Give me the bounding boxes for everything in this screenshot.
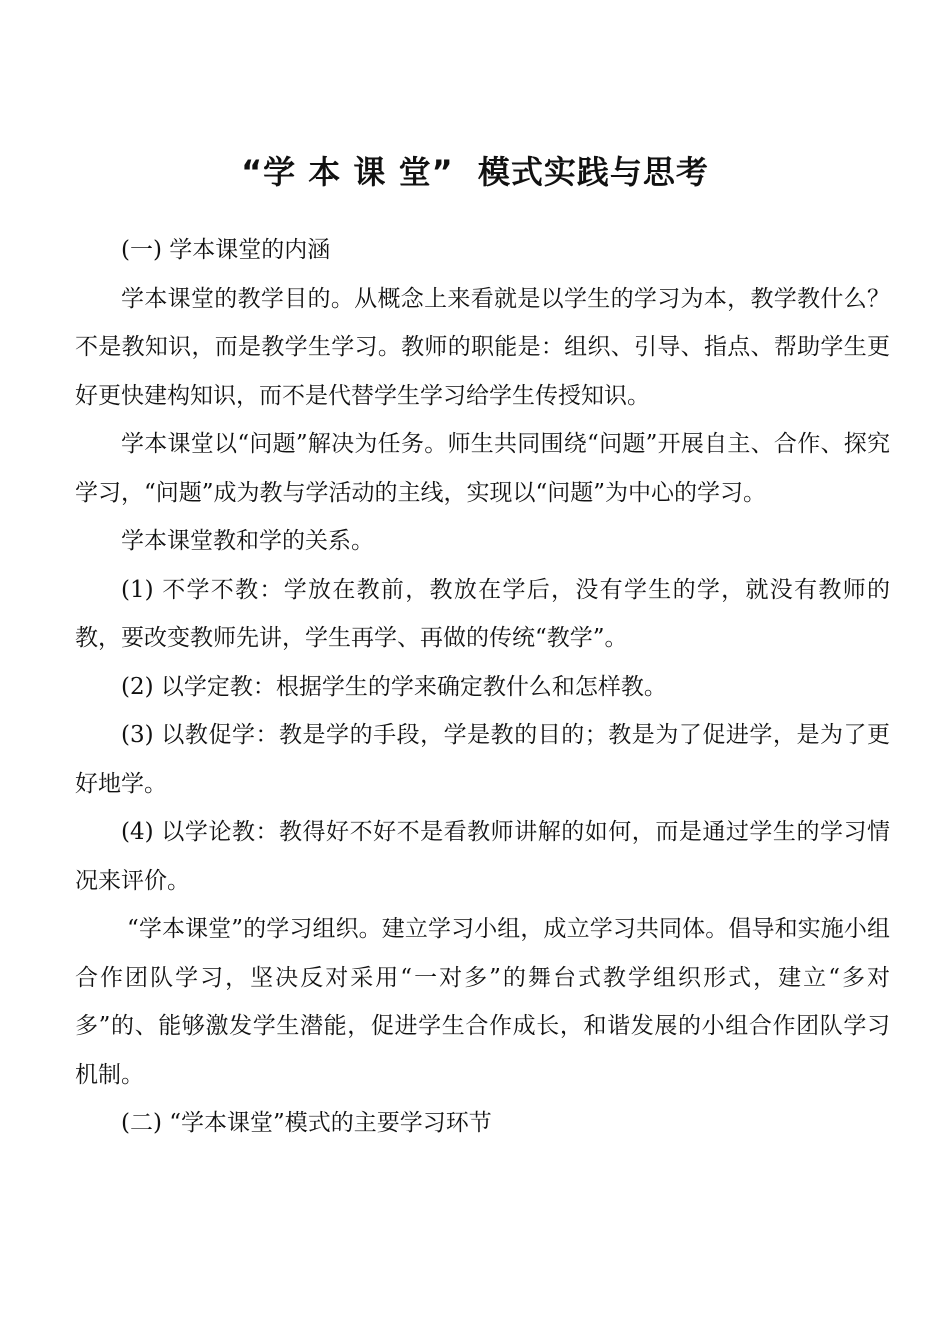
list-item-2: (2) 以学定教：根据学生的学来确定教什么和怎样教。 bbox=[121, 673, 667, 700]
list-item-3: (3) 以教促学：教是学的手段，学是教的目的；教是为了促进学，是为了更好地学。 bbox=[75, 722, 890, 797]
paragraph-teaching-learning-relation: 学本课堂教和学的关系。 bbox=[121, 528, 374, 554]
section-heading-2: (二) “学本课堂”模式的主要学习环节 bbox=[121, 1110, 492, 1136]
list-item-1: (1) 不学不教：学放在教前，教放在学后，没有学生的学，就没有教师的教，要改变教师先讲，学生再学、再做的传统“教学”。 bbox=[75, 576, 890, 651]
section-heading-1: (一) 学本课堂的内涵 bbox=[121, 237, 331, 263]
paragraph-teaching-purpose: 学本课堂的教学目的。从概念上来看就是以学生的学习为本，教学教什么？不是教知识，而是教学生学习。教师的职能是：组织、引导、指点、帮助学生更好更快建构知识，而不是代替学生学习给学生传授知识。 bbox=[75, 285, 890, 409]
document-title: “学 本 课 堂” 模式实践与思考 bbox=[241, 153, 709, 192]
list-item-4: (4) 以学论教：教得好不好不是看教师讲解的如何，而是通过学生的学习情况来评价。 bbox=[75, 819, 890, 894]
document-body bbox=[75, 226, 890, 1148]
paragraph-problem-solving: 学本课堂以“问题”解决为任务。师生共同围绕“问题”开展自主、合作、探究学习，“问题”成为教与学活动的主线，实现以“问题”为中心的学习。 bbox=[75, 431, 890, 506]
paragraph-learning-organization: “学本课堂”的学习组织。建立学习小组，成立学习共同体。倡导和实施小组合作团队学习，坚决反对采用“一对多”的舞台式教学组织形式，建立“多对多”的、能够激发学生潜能，促进学生合作成长，和谐发展的小组合作团队学习机制。 bbox=[75, 916, 890, 1088]
